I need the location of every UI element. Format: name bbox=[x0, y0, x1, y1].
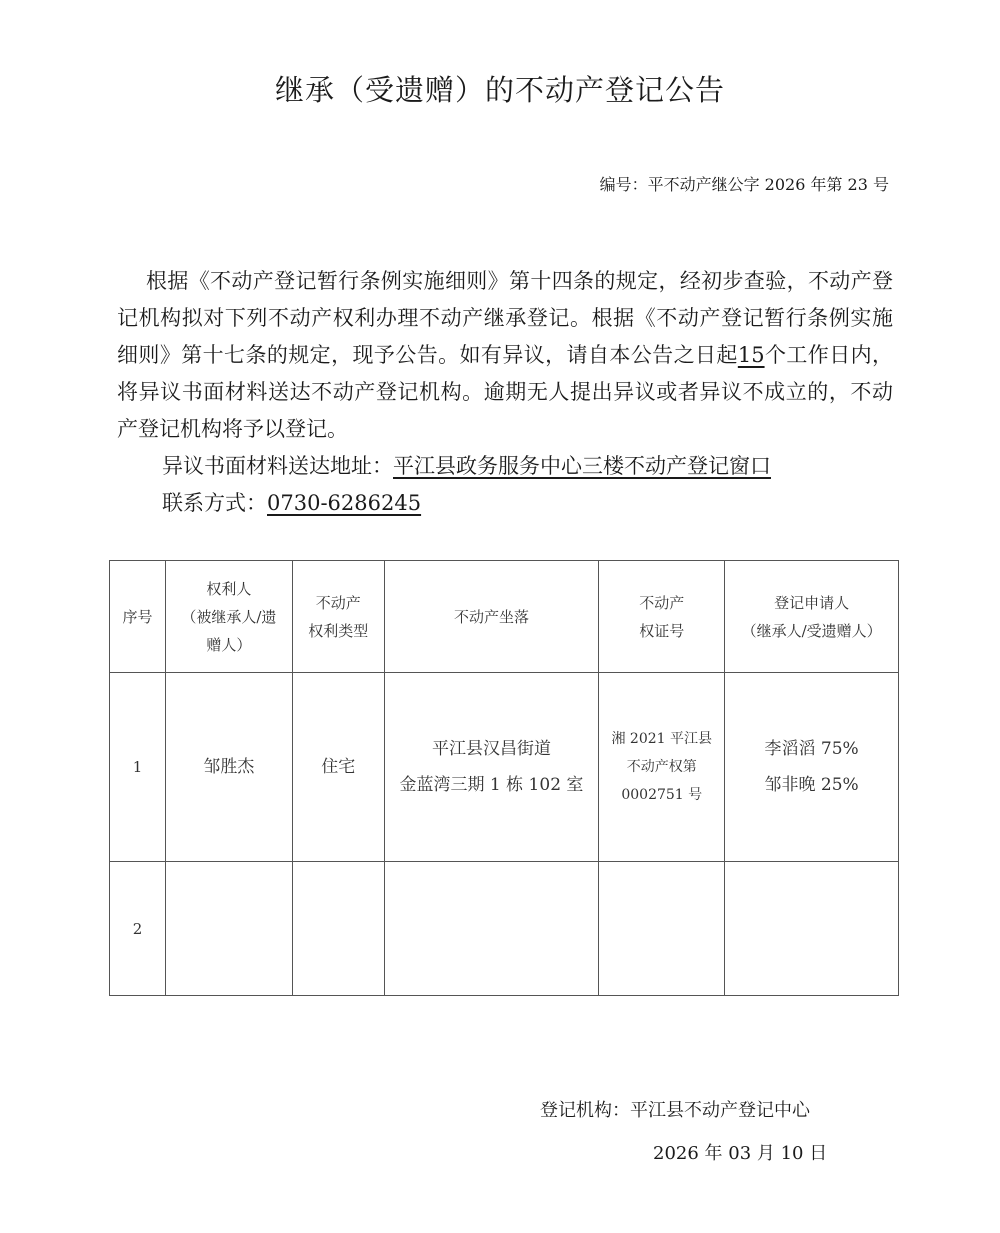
cell-right-type: 住宅 bbox=[292, 673, 384, 862]
header-applicant: 登记申请人 （继承人/受遗赠人） bbox=[725, 561, 899, 673]
document-number: 编号：平不动产继公字 2026 年第 23 号 bbox=[599, 175, 889, 194]
contact-value: 0730-6286245 bbox=[267, 491, 422, 515]
page-title: 继承（受遗赠）的不动产登记公告 bbox=[274, 73, 725, 107]
cell-holder: 邹胜杰 bbox=[165, 673, 292, 862]
cell-certificate bbox=[599, 862, 725, 996]
header-seq: 序号 bbox=[110, 561, 166, 673]
cell-certificate: 湘 2021 平江县 不动产权第 0002751 号 bbox=[599, 673, 725, 862]
registration-table bbox=[109, 560, 899, 996]
table-row bbox=[110, 862, 899, 996]
cell-applicant bbox=[725, 862, 899, 996]
registration-authority: 登记机构：平江县不动产登记中心 bbox=[540, 1100, 810, 1121]
cell-seq: 1 bbox=[110, 673, 166, 862]
address-line bbox=[117, 448, 893, 485]
cell-right-type bbox=[292, 862, 384, 996]
announcement-date: 2026 年 03 月 10 日 bbox=[653, 1143, 828, 1164]
table-header-row bbox=[110, 561, 899, 673]
paragraph-text-a: 根据《不动产登记暂行条例实施细则》第十四条的规定，经初步查验，不动产登记机构拟对下列不动产权利办理不动产继承登记。根据《不动产登记暂行条例实施细则》第十七条的规定，现予公告。如有异议，请自本公告之日起 bbox=[117, 269, 893, 367]
cell-applicant: 李滔滔 75% 邹非晚 25% bbox=[725, 673, 899, 862]
contact-label: 联系方式： bbox=[162, 491, 267, 515]
announcement-body bbox=[117, 263, 893, 522]
announcement-paragraph bbox=[117, 263, 893, 448]
header-holder: 权利人 （被继承人/遗 赠人） bbox=[165, 561, 292, 673]
address-label: 异议书面材料送达地址： bbox=[162, 454, 393, 478]
header-location: 不动产坐落 bbox=[384, 561, 599, 673]
objection-days: 15 bbox=[737, 343, 765, 367]
table-row bbox=[110, 673, 899, 862]
cell-holder bbox=[165, 862, 292, 996]
address-value: 平江县政务服务中心三楼不动产登记窗口 bbox=[393, 454, 771, 478]
paragraph-text-b: 个工作日内，将异议书面材料送达不动产登记机构。逾期无人提出异议或者异议不成立的，不动产登记机构将予以登记。 bbox=[117, 343, 894, 441]
contact-line bbox=[117, 485, 893, 522]
cell-location bbox=[384, 862, 599, 996]
cell-seq: 2 bbox=[110, 862, 166, 996]
header-certificate: 不动产 权证号 bbox=[599, 561, 725, 673]
header-right-type: 不动产 权利类型 bbox=[292, 561, 384, 673]
cell-location: 平江县汉昌街道 金蓝湾三期 1 栋 102 室 bbox=[384, 673, 599, 862]
